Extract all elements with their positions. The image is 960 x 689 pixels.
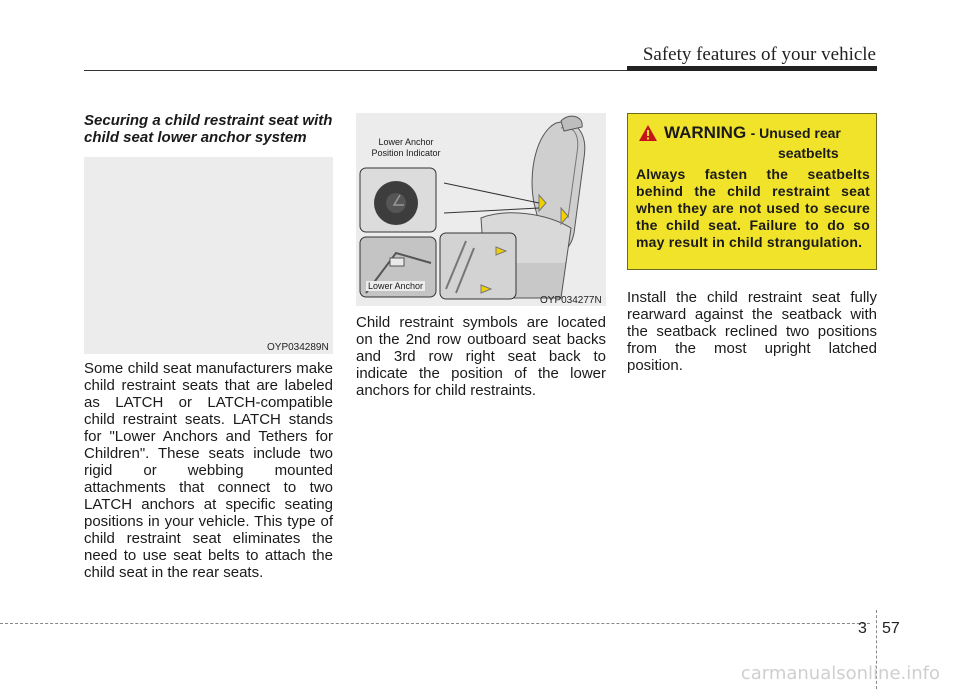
warning-text: Always fasten the seatbelts behind the child restraint seat when they are not used to secure the child seat. Failure to do so may result in child strangulation.: [636, 166, 870, 250]
right-paragraph: Install the child restraint seat fully rearward against the seatback with the seatback reclined two positions from the most upright latched position.: [627, 289, 877, 374]
footer-rule: [0, 623, 870, 624]
warning-subtitle: - Unused rear: [750, 125, 841, 141]
watermark: carmanualsonline.info: [740, 663, 940, 684]
middle-paragraph: Child restraint symbols are located on the 2nd row outboard seat backs and 3rd row right seat back to indicate the position of the lower anchors for child restraints.: [356, 314, 606, 399]
figure-middle-code: OYP034277N: [540, 295, 602, 306]
chapter-number: 3: [858, 620, 867, 637]
figure-middle-image: [356, 113, 606, 306]
callout-indicator-label: Lower Anchor Position Indicator: [366, 137, 446, 159]
header-title: Safety features of your vehicle: [642, 44, 876, 65]
figure-left-code: OYP034289N: [267, 342, 329, 353]
section-heading: Securing a child restraint seat with child seat lower anchor system: [84, 112, 333, 146]
warning-subtitle-2: seatbelts: [778, 145, 839, 161]
warning-triangle-icon: [638, 124, 658, 142]
figure-left-image: [84, 157, 333, 354]
page-number: 57: [882, 620, 900, 637]
warning-box: [627, 113, 877, 270]
header-rule-accent: [627, 66, 877, 71]
warning-word: WARNING: [664, 123, 747, 142]
left-paragraph: Some child seat manufacturers make child restraint seats that are labeled as LATCH or LATCH-compatible child restraint seats. LATCH stands for "Lower Anchors and Tethers for Children". These seats include two rigid or webbing mounted attachments that connect to two LATCH anchors at specific seating positions in your vehicle. This type of child restraint seat eliminates the need to use seat belts to attach the child seat in the rear seats.: [84, 360, 333, 581]
callout-anchor-label: Lower Anchor: [368, 281, 424, 291]
warning-title: [638, 123, 873, 161]
